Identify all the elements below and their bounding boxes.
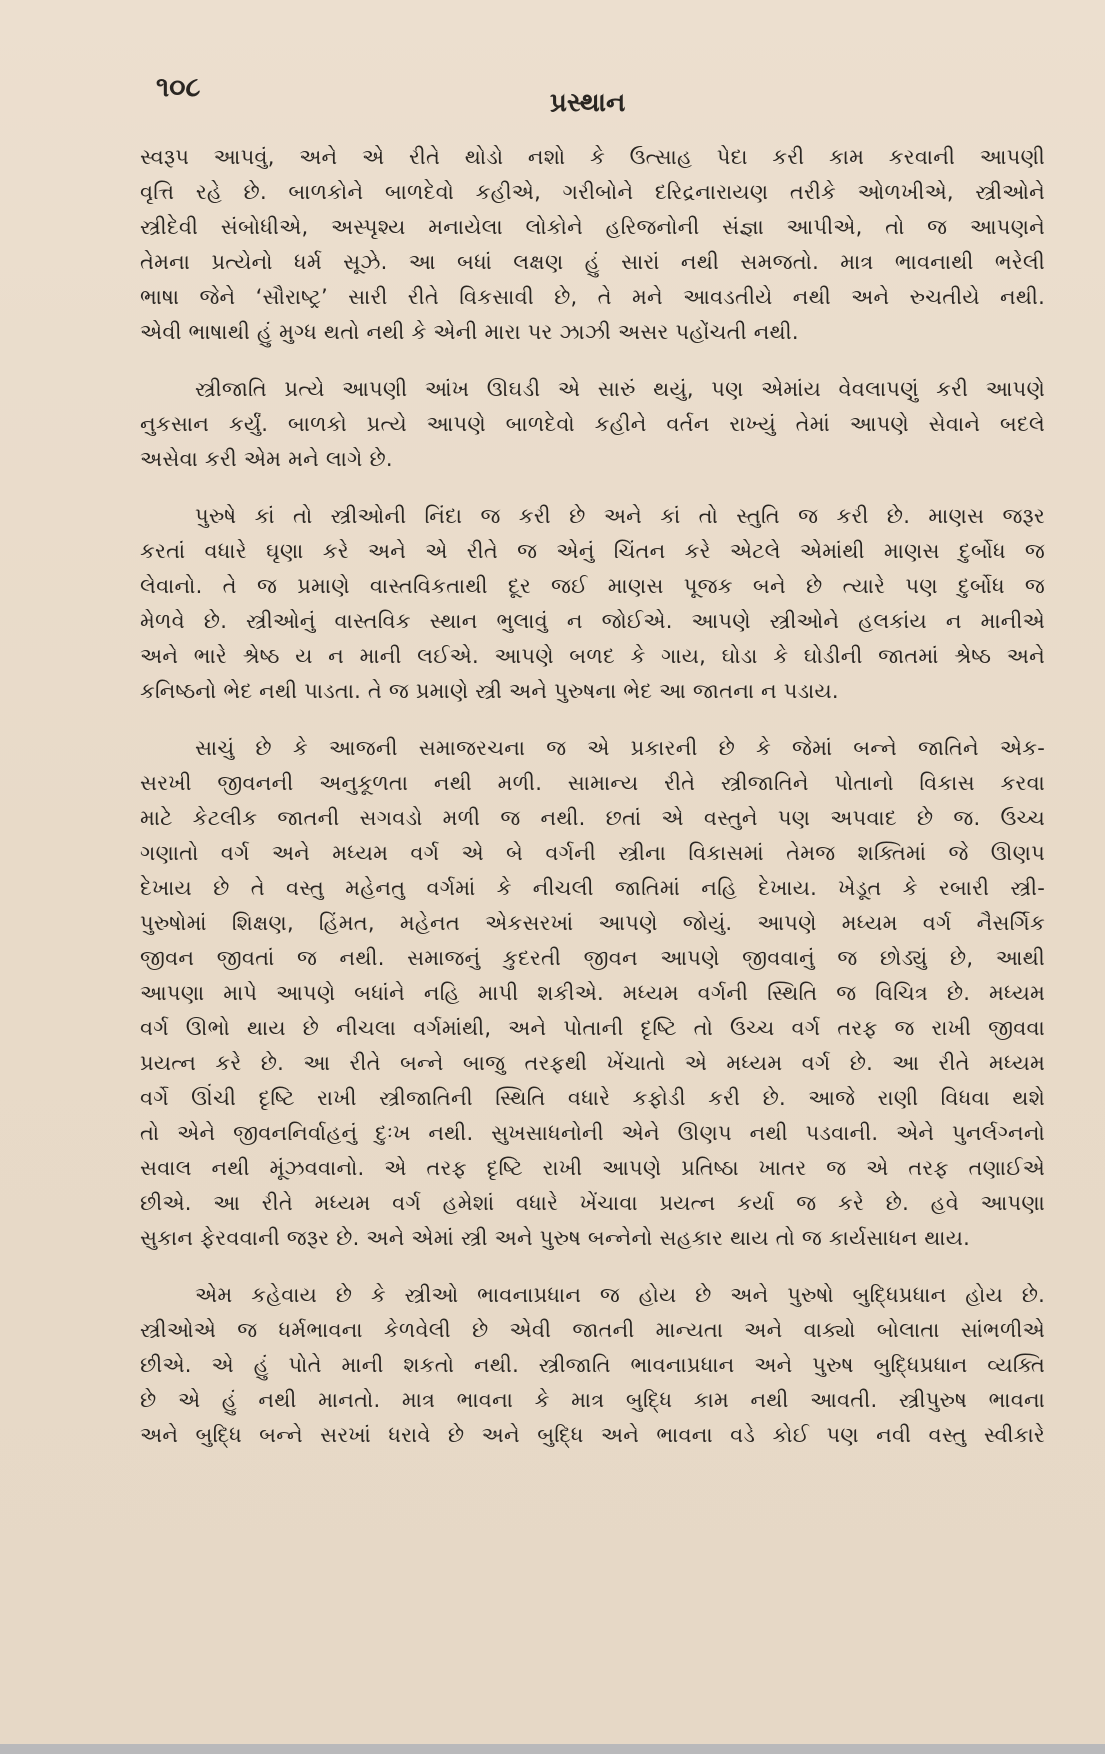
body-text [140, 140, 1045, 1475]
text-line: આપણા માપે આપણે બધાંને નહિ માપી શકીએ. મધ્યમ વર્ગની સ્થિતિ જ વિચિત્ર છે. મધ્યમ [140, 981, 1045, 1005]
text-line: સ્ત્રીજાતિ પ્રત્યે આપણી આંખ ઊઘડી એ સારું થયું, પણ એમાંય વેવલાપણું કરી આપણે [195, 377, 1045, 401]
text-line: અને ભારે શ્રેષ્ઠ ય ન માની લઈએ. આપણે બળદ કે ગાય, ઘોડા કે ઘોડીની જાતમાં શ્રેષ્ઠ અને [140, 644, 1045, 668]
text-line: અસેવા કરી એમ મને લાગે છે. [140, 447, 393, 471]
page-bottom-edge [0, 1744, 1105, 1754]
text-line: ગણાતો વર્ગ અને મધ્યમ વર્ગ એ બે વર્ગની સ્ત્રીના વિકાસમાં તેમજ શક્તિમાં જે ઊણપ [140, 841, 1045, 865]
text-line: તેમના પ્રત્યેનો ધર્મ સૂઝે. આ બધાં લક્ષણ હું સારાં નથી સમજતો. માત્ર ભાવનાથી ભરેલી [140, 250, 1045, 274]
text-line: વૃત્તિ રહે છે. બાળકોને બાળદેવો કહીએ, ગરીબોને દરિદ્રનારાયણ તરીકે ઓળખીએ, સ્ત્રીઓને [140, 180, 1045, 204]
text-line: દેખાય છે તે વસ્તુ મહેનતુ વર્ગમાં કે નીચલી જાતિમાં નહિ દેખાય. ખેડૂત કે રબારી સ્ત્રી- [140, 876, 1045, 900]
text-line: સુકાન ફેરવવાની જરૂર છે. અને એમાં સ્ત્રી અને પુરુષ બન્નેનો સહકાર થાય તો જ કાર્યસાધન થાય. [140, 1226, 971, 1250]
page-number: ૧૦૮ [156, 72, 201, 103]
text-line: કનિષ્ઠનો ભેદ નથી પાડતા. તે જ પ્રમાણે સ્ત્રી અને પુરુષના ભેદ આ જાતના ન પડાય. [140, 679, 839, 703]
text-line: વર્ગે ઊંચી દૃષ્ટિ રાખી સ્ત્રીજાતિની સ્થિતિ વધારે કફોડી કરી છે. આજે રાણી વિધવા થશે [140, 1086, 1045, 1110]
running-title: પ્રસ્થાન [550, 88, 626, 118]
text-line: તો એને જીવનનિર્વાહનું દુઃખ નથી. સુખસાધનોની એને ઊણપ નથી પડવાની. એને પુનર્લગ્નનો [140, 1121, 1045, 1145]
text-line: એવી ભાષાથી હું મુગ્ધ થતો નથી કે એની મારા પર ઝાઝી અસર પહોંચતી નથી. [140, 320, 799, 344]
text-line: પ્રયત્ન કરે છે. આ રીતે બન્ને બાજુ તરફથી ખેંચાતો એ મધ્યમ વર્ગ છે. આ રીતે મધ્યમ [140, 1051, 1045, 1075]
text-line: એમ કહેવાય છે કે સ્ત્રીઓ ભાવનાપ્રધાન જ હોય છે અને પુરુષો બુદ્ધિપ્રધાન હોય છે. [195, 1283, 1045, 1307]
text-line: પુરુષોમાં શિક્ષણ, હિંમત, મહેનત એકસરખાં આપણે જોયું. આપણે મધ્યમ વર્ગ નૈસર્ગિક [140, 911, 1045, 935]
text-line: પુરુષે કાં તો સ્ત્રીઓની નિંદા જ કરી છે અને કાં તો સ્તુતિ જ કરી છે. માણસ જરૂર [195, 504, 1045, 528]
text-line: સ્ત્રીઓએ જ ધર્મભાવના કેળવેલી છે એવી જાતની માન્યતા અને વાક્યો બોલાતા સાંભળીએ [140, 1318, 1045, 1342]
text-line: છીએ. એ હું પોતે માની શકતો નથી. સ્ત્રીજાતિ ભાવનાપ્રધાન અને પુરુષ બુદ્ધિપ્રધાન વ્યક્તિ [140, 1353, 1045, 1377]
page-header [150, 72, 1030, 122]
text-line: લેવાનો. તે જ પ્રમાણે વાસ્તવિકતાથી દૂર જઈ માણસ પૂજક બને છે ત્યારે પણ દુર્બોધ જ [140, 574, 1045, 598]
text-line: સરખી જીવનની અનુકૂળતા નથી મળી. સામાન્ય રીતે સ્ત્રીજાતિને પોતાનો વિકાસ કરવા [140, 771, 1045, 795]
text-line: છીએ. આ રીતે મધ્યમ વર્ગ હમેશાં વધારે ખેંચાવા પ્રયત્ન કર્યા જ કરે છે. હવે આપણા [140, 1191, 1045, 1215]
text-line: સ્વરૂપ આપવું, અને એ રીતે થોડો નશો કે ઉત્સાહ પેદા કરી કામ કરવાની આપણી [140, 145, 1045, 169]
paragraph [140, 1278, 1045, 1453]
paragraph [140, 731, 1045, 1256]
text-line: જીવન જીવતાં જ નથી. સમાજનું કુદરતી જીવન આપણે જીવવાનું જ છોડ્યું છે, આથી [140, 946, 1045, 970]
text-line: વર્ગ ઊભો થાય છે નીચલા વર્ગમાંથી, અને પોતાની દૃષ્ટિ તો ઉચ્ચ વર્ગ તરફ જ રાખી જીવવા [140, 1016, 1045, 1040]
text-line: અને બુદ્ધિ બન્ને સરખાં ધરાવે છે અને બુદ્ધિ અને ભાવના વડે કોઈ પણ નવી વસ્તુ સ્વીકારે [140, 1423, 1045, 1447]
text-line: ભાષા જેને ‘સૌરાષ્ટ્ર’ સારી રીતે વિકસાવી છે, તે મને આવડતીયે નથી અને રુચતીયે નથી. [140, 285, 1045, 309]
text-line: કરતાં વધારે ઘૃણા કરે અને એ રીતે જ એનું ચિંતન કરે એટલે એમાંથી માણસ દુર્બોધ જ [140, 539, 1045, 563]
paragraph [140, 499, 1045, 709]
text-line: મેળવે છે. સ્ત્રીઓનું વાસ્તવિક સ્થાન ભુલાવું ન જોઈએ. આપણે સ્ત્રીઓને હલકાંય ન માનીએ [140, 609, 1045, 633]
paragraph [140, 140, 1045, 350]
text-line: નુકસાન કર્યું. બાળકો પ્રત્યે આપણે બાળદેવો કહીને વર્તન રાખ્યું તેમાં આપણે સેવાને બદલે [140, 412, 1045, 436]
text-line: સવાલ નથી મૂંઝવવાનો. એ તરફ દૃષ્ટિ રાખી આપણે પ્રતિષ્ઠા ખાતર જ એ તરફ તણાઈએ [140, 1156, 1045, 1180]
text-line: છે એ હું નથી માનતો. માત્ર ભાવના કે માત્ર બુદ્ધિ કામ નથી આવતી. સ્ત્રીપુરુષ ભાવના [140, 1388, 1045, 1412]
text-line: માટે કેટલીક જાતની સગવડો મળી જ નથી. છતાં એ વસ્તુને પણ અપવાદ છે જ. ઉચ્ચ [140, 806, 1045, 830]
paragraph [140, 372, 1045, 477]
text-line: સ્ત્રીદેવી સંબોધીએ, અસ્પૃશ્ય મનાયેલા લોકોને હરિજનોની સંજ્ઞા આપીએ, તો જ આપણને [140, 215, 1045, 239]
text-line: સાચું છે કે આજની સમાજરચના જ એ પ્રકારની છે કે જેમાં બન્ને જાતિને એક- [195, 736, 1045, 760]
